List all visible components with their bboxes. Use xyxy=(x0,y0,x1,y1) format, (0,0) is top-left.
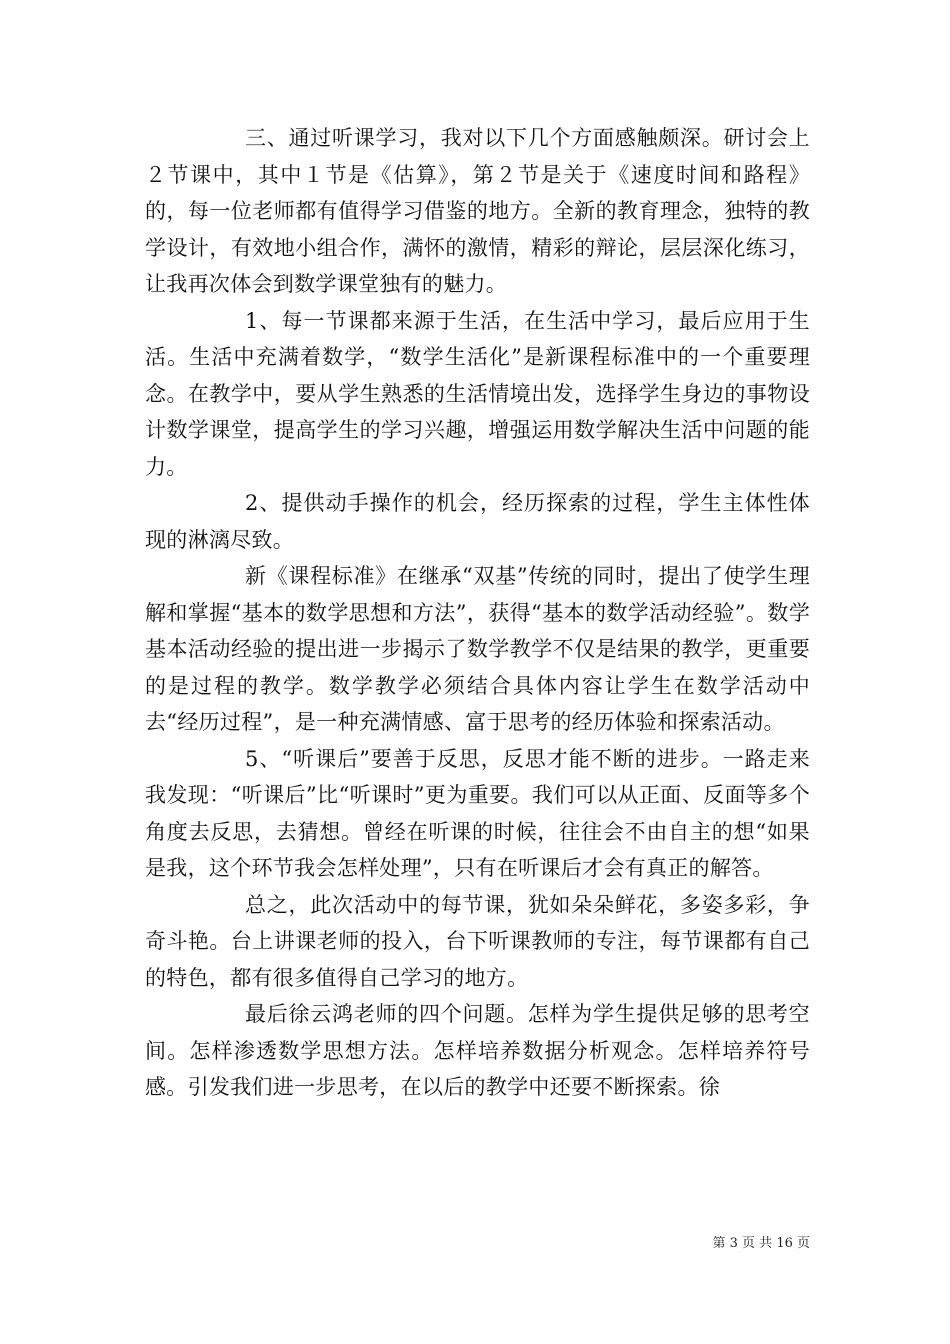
paragraph-point-2: 2、提供动手操作的机会，经历探索的过程，学生主体性体现的淋漓尽致。 xyxy=(145,491,810,552)
page-number-footer: 第 3 页 共 16 页 xyxy=(712,1236,810,1251)
paragraph-point-1: 1、每一节课都来源于生活，在生活中学习，最后应用于生活。生活中充满着数学，“数学生活化”是新课程标准中的一个重要理念。在教学中，要从学生熟悉的生活情境出发，选择学生身边的事物设计数学课堂，提高学生的学习兴趣，增强运用数学解决生活中问题的能力。 xyxy=(145,308,810,479)
paragraph-intro: 三、通过听课学习，我对以下几个方面感触颇深。研讨会上２节课中，其中１节是《估算》，第２节是关于《速度时间和路程》的，每一位老师都有值得学习借鉴的地方。全新的教育理念，独特的教学设计，有效地小组合作，满怀的激情，精彩的辩论，层层深化练习，让我再次体会到数学课堂独有的魅力。 xyxy=(145,126,810,296)
document-body xyxy=(145,120,810,1106)
paragraph-final-questions: 最后徐云鸿老师的四个问题。怎样为学生提供足够的思考空间。怎样渗透数学思想方法。怎样培养数据分析观念。怎样培养符号感。引发我们进一步思考，在以后的教学中还要不断探索。徐 xyxy=(145,1002,810,1099)
paragraph-curriculum-standard: 新《课程标准》在继承“双基”传统的同时，提出了使学生理解和掌握“基本的数学思想和方法”，获得“基本的数学活动经验”。数学基本活动经验的提出进一步揭示了数学教学不仅是结果的教学，更重要的是过程的教学。数学教学必须结合具体内容让学生在数学活动中去“经历过程”，是一种充满情感、富于思考的经历体验和探索活动。 xyxy=(145,564,810,734)
paragraph-summary: 总之，此次活动中的每节课，犹如朵朵鲜花，多姿多彩，争奇斗艳。台上讲课老师的投入，台下听课教师的专注，每节课都有自己的特色，都有很多值得自己学习的地方。 xyxy=(145,892,810,990)
paragraph-point-5: 5、“听课后”要善于反思，反思才能不断的进步。一路走来我发现：“听课后”比“听课时”更为重要。我们可以从正面、反面等多个角度去反思，去猜想。曾经在听课的时候，往往会不由自主的想“如果是我，这个环节我会怎样处理”，只有在听课后才会有真正的解答。 xyxy=(145,746,810,880)
